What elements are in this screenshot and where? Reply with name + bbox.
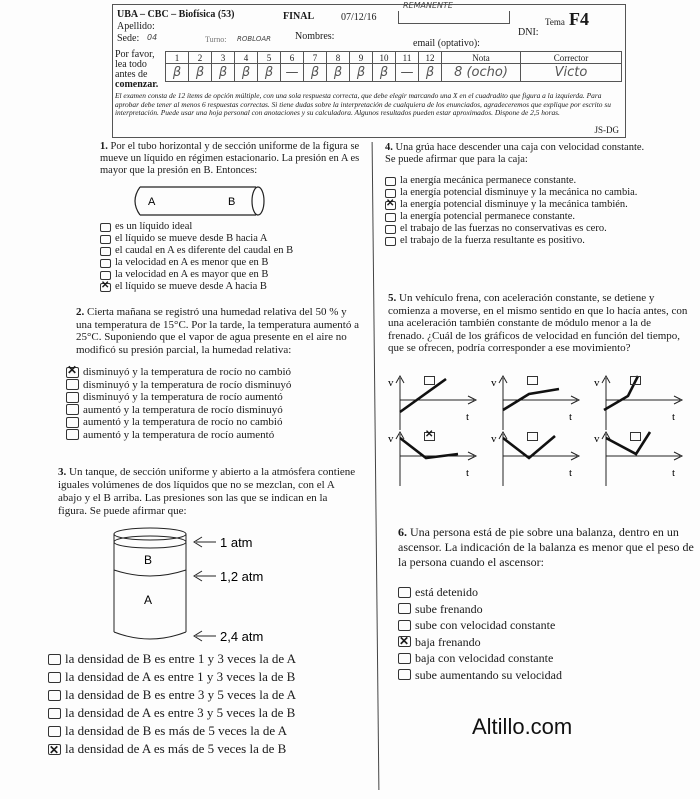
q5-number: 5. (388, 292, 397, 304)
corrector-label: Corrector (521, 52, 622, 64)
email-label: email (optativo): (413, 38, 480, 49)
apellido-label: Apellido: (117, 21, 155, 32)
q3-text: Un tanque, de sección uniforme y abierto a la atmósfera contiene iguales volúmenes de dos líquidos que no se mezclan, con el A abajo y el B arriba. Las presiones son las que se indican en la figura. Se puede afirmar que: (58, 466, 356, 517)
instructions: El examen consta de 12 ítems de opción múltiple, con una sola respuesta correcta, que debe elegir marcando una X en el cuadradito que figura a la izquierda. Para aprobar debe tener al menos 6 respuestas correctas. Si tiene dudas sobre la interpretación de cualquiera de los enunciados, agradeceremos que explique por escrito su interpretación. Puede usar una hoja personal con anotaciones y su calculadora. Algunos resultados pueden estar aproximados. Dispone de 2,5 horas. (115, 91, 611, 118)
option-label: disminuyó y la temperatura de rocío disminuyó (83, 378, 292, 391)
axis-v-label: v (594, 433, 600, 445)
option-label: es un líquido ideal (115, 221, 193, 232)
option-item[interactable] (100, 281, 365, 293)
graph-checkbox[interactable] (527, 376, 538, 385)
axis-t-label: t (466, 467, 470, 479)
option-item[interactable] (48, 740, 358, 758)
watermark: Altillo.com (472, 714, 573, 739)
graph-checkbox[interactable] (424, 432, 435, 441)
grid-answer: β (258, 64, 281, 82)
option-label: la densidad de B es más de 5 veces la de A (65, 723, 288, 738)
q6-text: Una persona está de pie sobre una balanza, dentro en un ascensor. La indicación de la balanza es menor que el peso de la persona cuando el ascensor: (398, 525, 694, 569)
tank-label-a: A (144, 593, 153, 607)
grid-number: 10 (373, 52, 396, 64)
option-item[interactable] (66, 404, 361, 417)
option-checkbox[interactable] (48, 744, 61, 755)
option-item[interactable] (66, 379, 361, 392)
option-checkbox[interactable] (385, 177, 396, 186)
option-checkbox[interactable] (48, 708, 61, 719)
option-item[interactable] (100, 269, 365, 281)
answer-grid (165, 51, 622, 82)
grid-answer: β (235, 64, 258, 82)
nombres-label: Nombres: (295, 31, 335, 42)
option-item[interactable] (385, 187, 655, 199)
option-checkbox[interactable] (100, 283, 111, 292)
option-item[interactable] (398, 584, 694, 601)
exam-date: 07/12/16 (341, 12, 377, 23)
grid-number: 6 (281, 52, 304, 64)
institution: UBA – CBC – Biofísica (53) (117, 9, 235, 20)
option-item[interactable] (100, 257, 365, 269)
option-label: la velocidad en A es mayor que en B (115, 269, 269, 280)
option-checkbox[interactable] (385, 201, 396, 210)
q4-number: 4. (385, 142, 393, 153)
grid-answer: β (327, 64, 350, 82)
handwritten-note: REMANENTE (403, 1, 453, 10)
pressure-bottom: 2,4 atm (220, 629, 264, 644)
q1-number: 1. (100, 141, 108, 152)
grid-answer: — (281, 64, 304, 82)
axis-v-label: v (491, 377, 497, 389)
option-label: el trabajo de las fuerzas no conservativas es cero. (400, 223, 607, 234)
option-label: la densidad de B es entre 3 y 5 veces la de A (65, 687, 297, 702)
option-checkbox[interactable] (398, 620, 411, 631)
option-label: el líquido se mueve desde A hacia B (115, 281, 267, 292)
graph-checkbox[interactable] (630, 376, 641, 385)
option-item[interactable] (385, 211, 655, 223)
turno-label: Turno: (205, 35, 227, 44)
option-checkbox[interactable] (398, 587, 411, 598)
q1-text: Por el tubo horizontal y de sección uniforme de la figura se mueve un líquido en régimen estacionario. La presión en A es mayor que la presión en B. Entonces: (100, 141, 360, 176)
grid-answer: β (373, 64, 396, 82)
option-checkbox[interactable] (66, 429, 79, 440)
q6-number: 6. (398, 525, 407, 539)
option-item[interactable] (48, 650, 358, 668)
option-item[interactable] (66, 416, 361, 429)
q2-number: 2. (76, 306, 85, 318)
option-checkbox[interactable] (398, 636, 411, 647)
option-item[interactable] (398, 617, 694, 634)
option-checkbox[interactable] (100, 271, 111, 280)
option-item[interactable] (398, 667, 694, 684)
q6-options (398, 584, 694, 683)
option-checkbox[interactable] (66, 392, 79, 403)
option-label: aumentó y la temperatura de rocío disminuyó (83, 403, 283, 416)
option-label: la energía potencial disminuye y la mecánica no cambia. (400, 187, 638, 198)
tank-figure (108, 524, 358, 644)
option-checkbox[interactable] (66, 417, 79, 428)
tube-label-b: B (228, 196, 236, 208)
q3-number: 3. (58, 466, 67, 478)
axis-t-label: t (672, 411, 676, 423)
option-label: disminuyó y la temperatura de rocío aumentó (83, 391, 283, 403)
option-item[interactable] (66, 391, 361, 404)
q2-text: Cierta mañana se registró una humedad relativa del 50 % y una temperatura de 15°C. Por la tarde, la temperatura aumentó a 25°C. Suponiendo que el vapor de agua presente en el aire no modificó su presión parcial, la humedad relativa: (76, 306, 359, 356)
option-checkbox[interactable] (48, 654, 61, 665)
column-divider (372, 142, 380, 790)
graph-checkbox[interactable] (630, 432, 641, 441)
option-item[interactable] (398, 650, 694, 667)
option-item[interactable] (385, 223, 655, 235)
q5-graphs (382, 372, 692, 486)
graph-checkbox[interactable] (527, 432, 538, 441)
option-item[interactable] (48, 704, 358, 722)
velocity-graph (489, 430, 589, 486)
option-label: el líquido se mueve desde B hacia A (115, 233, 268, 244)
grid-answer: — (396, 64, 419, 82)
q3-options (48, 650, 358, 758)
pressure-top: 1 atm (220, 535, 253, 550)
option-label: sube aumentando su velocidad (415, 667, 562, 682)
option-label: la densidad de B es entre 1 y 3 veces la de A (65, 651, 297, 666)
q4-text: Una grúa hace descender una caja con velocidad constante. Se puede afirmar que para la caja: (385, 142, 645, 165)
corrector-value: Victo (521, 64, 622, 82)
option-item[interactable] (385, 235, 655, 247)
por-favor-line: Por favor, (115, 49, 155, 60)
grid-answer: β (419, 64, 442, 82)
option-checkbox[interactable] (398, 653, 411, 664)
exam-header (112, 1, 626, 138)
code-boxes (398, 11, 510, 24)
option-label: la energía potencial permanece constante. (400, 211, 576, 222)
q2-options (66, 366, 361, 441)
grid-number: 12 (419, 52, 442, 64)
grid-number: 4 (235, 52, 258, 64)
grid-number: 2 (189, 52, 212, 64)
grid-number: 9 (350, 52, 373, 64)
velocity-graph (592, 430, 692, 486)
option-item[interactable] (385, 175, 655, 187)
option-label: está detenido (415, 585, 478, 599)
q4-options (385, 175, 655, 247)
option-item[interactable] (385, 199, 655, 211)
velocity-graph (489, 374, 589, 430)
velocity-graph (592, 374, 692, 430)
axis-v-label: v (594, 377, 600, 389)
grid-number: 11 (396, 52, 419, 64)
option-item[interactable] (100, 233, 365, 245)
grid-answer: β (212, 64, 235, 82)
option-checkbox[interactable] (100, 259, 111, 268)
turno-value: ROBLOAR (237, 35, 272, 43)
question-1 (100, 141, 365, 293)
option-checkbox[interactable] (385, 213, 396, 222)
option-item[interactable] (48, 668, 358, 686)
tank-label-b: B (144, 553, 153, 567)
option-item[interactable] (100, 245, 365, 257)
axis-t-label: t (569, 467, 573, 479)
q1-options (100, 221, 365, 293)
option-label: aumentó y la temperatura de rocío no cambió (83, 416, 283, 428)
option-label: baja con velocidad constante (415, 651, 554, 665)
question-6 (398, 525, 694, 683)
option-checkbox[interactable] (48, 672, 61, 683)
option-checkbox[interactable] (100, 247, 111, 256)
tube-figure (128, 183, 278, 219)
q5-text: Un vehículo frena, con aceleración constante, se detiene y comienza a moverse, en el mismo sentido en que lo hacía antes, con una aceleración también constante de módulo menor a la de frenado. ¿Cuál de los gráficos de velocidad en función del tiempo, que se ofrecen, podría corresponder a ese movimiento? (388, 292, 688, 354)
option-checkbox[interactable] (100, 223, 111, 232)
velocity-graph (386, 430, 486, 486)
tema-value: F4 (569, 9, 589, 29)
question-4 (385, 142, 655, 247)
option-item[interactable] (100, 221, 365, 233)
option-checkbox[interactable] (398, 669, 411, 680)
option-item[interactable] (398, 634, 694, 651)
option-label: sube con velocidad constante (415, 618, 556, 632)
option-item[interactable] (48, 722, 358, 740)
sede-label: Sede: (117, 33, 140, 44)
option-label: el caudal en A es diferente del caudal en B (115, 245, 294, 256)
option-item[interactable] (48, 686, 358, 704)
option-label: disminuyó y la temperatura de rocío no cambió (83, 366, 292, 378)
por-favor-line: lea todo (115, 59, 147, 70)
option-label: la densidad de A es entre 3 y 5 veces la de B (65, 705, 296, 720)
question-2 (66, 306, 361, 441)
option-label: la densidad de A es más de 5 veces la de B (65, 741, 287, 756)
option-label: la energía potencial disminuye y la mecánica también. (400, 199, 628, 210)
option-label: la densidad de A es entre 1 y 3 veces la de B (65, 669, 296, 684)
option-checkbox[interactable] (385, 225, 396, 234)
por-favor (115, 50, 158, 90)
question-5 (388, 292, 688, 361)
option-checkbox[interactable] (48, 726, 61, 737)
tema-label: Tema (545, 17, 565, 27)
grid-number: 8 (327, 52, 350, 64)
graph-checkbox[interactable] (424, 376, 435, 385)
option-label: aumentó y la temperatura de rocío aumentó (83, 428, 275, 441)
axis-t-label: t (569, 411, 573, 423)
nota-value: 8 (ocho) (442, 64, 521, 82)
axis-v-label: v (388, 377, 394, 389)
option-checkbox[interactable] (385, 189, 396, 198)
dni-label: DNI: (518, 27, 539, 38)
option-checkbox[interactable] (385, 237, 396, 246)
grid-number: 5 (258, 52, 281, 64)
grid-answer: β (166, 64, 189, 82)
sede-value: 04 (147, 33, 158, 42)
grid-number: 7 (304, 52, 327, 64)
grid-answer: β (350, 64, 373, 82)
nota-label: Nota (442, 52, 521, 64)
tube-label-a: A (148, 196, 156, 208)
grid-answer: β (189, 64, 212, 82)
exam-type: FINAL (283, 11, 315, 22)
grid-answer: β (304, 64, 327, 82)
option-item[interactable] (66, 366, 361, 379)
option-item[interactable] (398, 601, 694, 618)
grid-number: 3 (212, 52, 235, 64)
por-favor-line: comenzar. (115, 79, 159, 90)
option-checkbox[interactable] (398, 603, 411, 614)
option-label: baja frenando (415, 634, 481, 649)
pressure-mid: 1,2 atm (220, 569, 264, 584)
option-label: la energía mecánica permanece constante. (400, 175, 577, 186)
axis-t-label: t (672, 467, 676, 479)
axis-t-label: t (466, 411, 470, 423)
exam-code: JS-DG (594, 125, 619, 135)
axis-v-label: v (491, 433, 497, 445)
option-label: sube frenando (415, 601, 483, 616)
velocity-graph (386, 374, 486, 430)
option-label: el trabajo de la fuerza resultante es positivo. (400, 235, 585, 246)
option-checkbox[interactable] (66, 367, 79, 378)
grid-number: 1 (166, 52, 189, 64)
question-3 (48, 466, 358, 758)
option-checkbox[interactable] (66, 404, 79, 415)
option-item[interactable] (66, 429, 361, 442)
option-label: la velocidad en A es menor que en B (115, 257, 269, 268)
axis-v-label: v (388, 433, 394, 445)
option-checkbox[interactable] (66, 379, 79, 390)
por-favor-line: antes de (115, 69, 148, 80)
option-checkbox[interactable] (48, 690, 61, 701)
option-checkbox[interactable] (100, 235, 111, 244)
